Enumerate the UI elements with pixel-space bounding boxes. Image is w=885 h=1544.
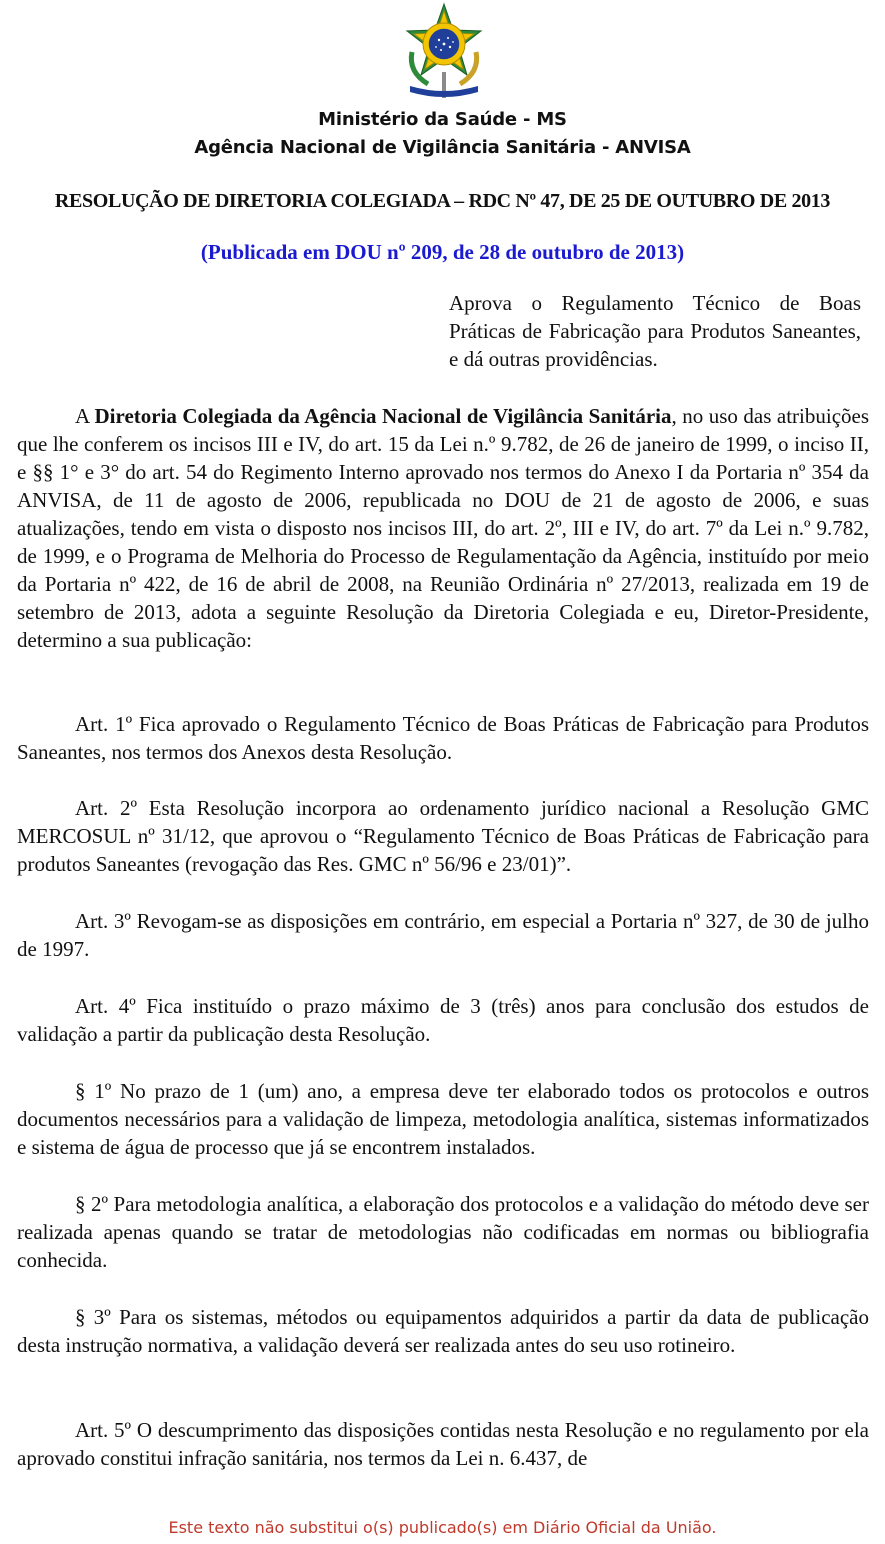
preamble-paragraph bbox=[17, 402, 869, 654]
article-4-paragraph-3: § 3º Para os sistemas, métodos ou equipamentos adquiridos a partir da data de publicação desta instrução normativa, a validação deverá ser realizada antes do seu uso rotineiro. bbox=[17, 1305, 869, 1357]
publication-note: (Publicada em DOU nº 209, de 28 de outubro de 2013) bbox=[200, 240, 685, 264]
article-4: Art. 4º Fica instituído o prazo máximo de 3 (três) anos para conclusão dos estudos de validação a partir da publicação desta Resolução. bbox=[17, 994, 869, 1046]
ministry-heading: Ministério da Saúde - MS bbox=[318, 109, 567, 130]
article-5: Art. 5º O descumprimento das disposições contidas nesta Resolução e no regulamento por ela aprovado constitui infração sanitária, nos termos da Lei n. 6.437, de bbox=[17, 1418, 869, 1470]
article-4-paragraph-2: § 2º Para metodologia analítica, a elaboração dos protocolos e a validação do método deve ser realizada apenas quando se tratar de metodologias não codificadas em normas ou bibliografia conhecida. bbox=[17, 1192, 869, 1272]
preamble-authority: Diretoria Colegiada da Agência Nacional de Vigilância Sanitária bbox=[94, 404, 672, 428]
article-3: Art. 3º Revogam-se as disposições em contrário, em especial a Portaria nº 327, de 30 de julho de 1997. bbox=[17, 909, 869, 961]
preamble-lead: A bbox=[75, 404, 95, 428]
footer-disclaimer: Este texto não substitui o(s) publicado(s) em Diário Oficial da União. bbox=[168, 1518, 717, 1537]
article-1: Art. 1º Fica aprovado o Regulamento Técnico de Boas Práticas de Fabricação para Produtos Saneantes, nos termos dos Anexos desta Resolução. bbox=[17, 712, 869, 764]
resolution-title: RESOLUÇÃO DE DIRETORIA COLEGIADA – RDC Nº 47, DE 25 DE OUTUBRO DE 2013 bbox=[54, 190, 831, 212]
ementa-summary: Aprova o Regulamento Técnico de Boas Práticas de Fabricação para Produtos Saneantes, e dá outras providências. bbox=[449, 291, 861, 371]
article-2: Art. 2º Esta Resolução incorpora ao ordenamento jurídico nacional a Resolução GMC MERCOSUL nº 31/12, que aprovou o “Regulamento Técnico de Boas Práticas de Fabricação para produtos Saneantes (revogação das Res. GMC nº 56/96 e 23/01)”. bbox=[17, 796, 869, 876]
preamble-text: , no uso das atribuições que lhe conferem os incisos III e IV, do art. 15 da Lei n.º 9.782, de 26 de janeiro de 1999, o inciso II, e §§ 1° e 3° do art. 54 do Regimento Interno aprovado nos termos do Anexo I da Portaria nº 354 da ANVISA, de 11 de agosto de 2006, republicada no DOU de 21 de agosto de 2006, e suas atualizações, tendo em vista o disposto nos incisos III, do art. 2º, III e IV, do art. 7º da Lei n.º 9.782, de 1999, e o Programa de Melhoria do Processo de Regulamentação da Agência, instituído por meio da Portaria nº 422, de 16 de abril de 2008, na Reunião Ordinária nº 27/2013, realizada em 19 de setembro de 2013, adota a seguinte Resolução da Diretoria Colegiada e eu, Diretor-Presidente, determino a sua publicação: bbox=[17, 404, 870, 652]
article-4-paragraph-1: § 1º No prazo de 1 (um) ano, a empresa deve ter elaborado todos os protocolos e outros documentos necessários para a validação de limpeza, metodologia analítica, sistemas informatizados e sistema de água de processo que já se encontrem instalados. bbox=[17, 1079, 869, 1159]
agency-heading: Agência Nacional de Vigilância Sanitária - ANVISA bbox=[194, 137, 691, 158]
brazil-coat-of-arms-icon bbox=[398, 2, 490, 100]
